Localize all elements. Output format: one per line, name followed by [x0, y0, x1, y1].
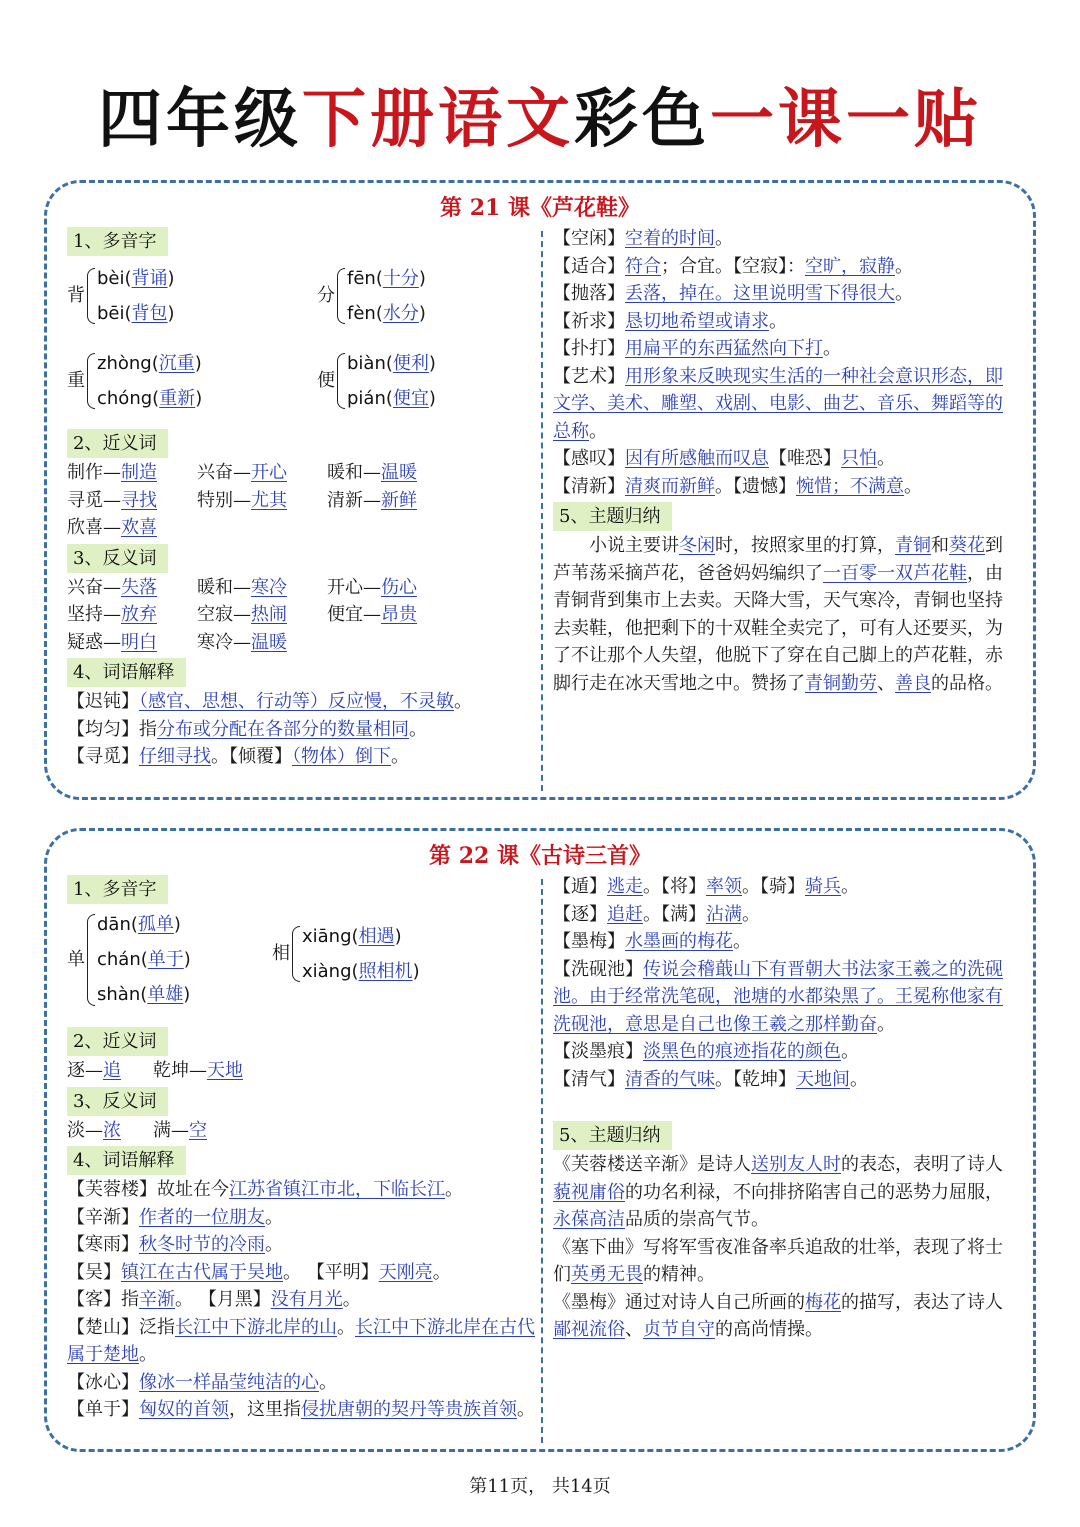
polyphone-grid: [67, 257, 535, 427]
explanation-item: 【冰心】像冰一样晶莹纯洁的心。: [67, 1371, 337, 1393]
explanation-item: 【吴】镇江在古代属于吴地。 【平明】天刚亮。: [67, 1261, 451, 1283]
explanation-item: 【客】指辛渐。 【月黑】没有月光。: [67, 1289, 361, 1310]
explanation-item: 【逐】追赶。【满】沾满。: [553, 903, 760, 925]
synonym-pair: 暖和—温暖: [327, 462, 417, 483]
theme-paragraph: 小说主要讲冬闲时，按照家里的打算，青铜和葵花到芦苇荡采摘芦花，爸爸妈妈编织了一百零一双芦花鞋，由青铜背到集市上去卖。天降大雪，天气寒冷，青铜也坚持去卖鞋，他把剩下的十双鞋全卖完了，可有人还要买，为了不让那个人失望，他脱下了穿在自己脚上的芦花鞋，赤脚行走在冰天雪地之中。赞扬了青铜勤劳、善良的品格。: [553, 535, 1003, 694]
lesson-21-title: 第 21 课《芦花鞋》: [440, 195, 640, 221]
lesson-21-right-column: [553, 225, 1019, 697]
brace: [87, 353, 95, 409]
page-number: 第11页， 共14页: [469, 1476, 611, 1497]
polyphone-grid: [67, 905, 535, 1025]
antonym-list: [67, 1117, 535, 1145]
antonym-pair: 坚持—放弃: [67, 604, 157, 625]
synonym-pair: 制作—制造: [67, 462, 157, 483]
antonym-pair: 满—空: [153, 1119, 207, 1141]
explanation-item: 【清新】清爽而新鲜。【遗憾】惋惜；不满意。: [553, 475, 922, 497]
explanation-item: 【抛落】丢落，掉在。这里说明雪下得很大。: [553, 283, 913, 304]
explanation-item: 【适合】符合；合宜。【空寂】：空旷，寂静。: [553, 255, 913, 277]
section-synonyms: 2、近义词: [67, 429, 168, 458]
explanation-list-left: [67, 1176, 535, 1424]
explanation-item: 【迟钝】（感官、思想、行动等）反应慢，不灵敏。: [67, 691, 472, 712]
explanation-item: 【寒雨】秋冬时节的冷雨。: [67, 1234, 283, 1255]
synonym-pair: 清新—新鲜: [327, 489, 417, 511]
antonym-pair: 兴奋—失落: [67, 576, 157, 598]
explanation-item: 【楚山】泛指长江中下游北岸的山。长江中下游北岸在古代属于楚地。: [67, 1316, 535, 1365]
antonym-pair: 淡—浓: [67, 1119, 121, 1141]
explanation-item: 【辛渐】作者的一位朋友。: [67, 1206, 283, 1228]
explanation-item: 【遁】逃走。【将】率领。【骑】骑兵。: [553, 876, 859, 897]
polyphone-zhong: 重 zhòng(沉重) chóng(重新): [67, 353, 203, 409]
polyphone-bei: 背 bèi(背诵) bēi(背包): [67, 268, 175, 324]
section-polyphone: 1、多音字: [67, 875, 168, 904]
polyphone-fen: 分 fēn(十分) fèn(水分): [317, 268, 426, 324]
theme-paragraph: 《芙蓉楼送辛渐》是诗人送别友人时的表态，表明了诗人藐视庸俗的功名利禄，不向排挤陷害自己的恶势力屈服，永葆高洁品质的崇高气节。 《塞下曲》写将军雪夜准备率兵追敌的壮举，表现了将士们英勇无畏的精神。 《墨梅》通过对诗人自己所画的梅花的描写，表达了诗人鄙视流俗、贞节自守的高尚情操。: [553, 1154, 1003, 1340]
explanation-item: 【淡墨痕】淡黑色的痕迹指花的颜色。: [553, 1041, 859, 1062]
polyphone-xiang: 相 xiāng(相遇) xiàng(照相机): [272, 926, 420, 982]
explanation-item: 【洗砚池】传说会稽蕺山下有晋朝大书法家王羲之的洗砚池。由于经常洗笔砚，池塘的水都染黑了。王冕称他家有洗砚池，意思是自己也像王羲之那样勤奋。: [553, 958, 1003, 1035]
explanation-item: 【艺术】用形象来反映现实生活的一种社会意识形态，即文学、美术、雕塑、戏剧、电影、曲艺、音乐、舞蹈等的总称。: [553, 365, 1003, 442]
column-divider: [541, 231, 543, 791]
section-theme: 5、主题归纳: [553, 502, 672, 531]
lesson-22-right-column: [553, 873, 1019, 1344]
synonym-pair: 欣喜—欢喜: [67, 517, 157, 538]
explanation-item: 【感叹】因有所感触而叹息【唯恐】只怕。: [553, 448, 895, 469]
antonym-list: [67, 574, 535, 657]
antonym-pair: 暖和—寒冷: [197, 576, 287, 598]
antonym-pair: 寒冷—温暖: [197, 631, 287, 653]
brace: [87, 914, 95, 1006]
brace: [87, 268, 95, 324]
lesson-22-card: [44, 828, 1036, 1452]
antonym-pair: 开心—伤心: [327, 576, 417, 598]
explanation-list-left: [67, 688, 535, 771]
explanation-item: 【清气】清香的气味。【乾坤】天地间。: [553, 1068, 868, 1090]
synonym-pair: 乾坤—天地: [153, 1060, 243, 1081]
brace: [292, 926, 300, 982]
synonym-list: [67, 459, 535, 542]
section-antonyms: 3、反义词: [67, 1087, 168, 1116]
page-title: 四年级下册语文彩色一课一贴: [98, 83, 982, 157]
explanation-list-right: [553, 873, 1019, 1093]
explanation-item: 【空闲】空着的时间。: [553, 228, 733, 249]
brace: [337, 353, 345, 409]
section-synonyms: 2、近义词: [67, 1027, 168, 1056]
explanation-item: 【墨梅】水墨画的梅花。: [553, 931, 751, 952]
brace: [337, 268, 345, 324]
polyphone-dan: 单 dān(孤单) chán(单于) shàn(单雄): [67, 914, 191, 1005]
section-word-explanation: 4、词语解释: [67, 658, 186, 687]
section-theme: 5、主题归纳: [553, 1121, 672, 1150]
explanation-item: 【祈求】恳切地希望或请求。: [553, 310, 787, 332]
column-divider: [541, 879, 543, 1443]
synonym-pair: 兴奋—开心: [197, 462, 287, 483]
explanation-item: 【寻觅】仔细寻找。【倾覆】（物体）倒下。: [67, 746, 409, 767]
explanation-item: 【扑打】用扁平的东西猛然向下打。: [553, 338, 841, 359]
section-antonyms: 3、反义词: [67, 544, 168, 573]
section-polyphone: 1、多音字: [67, 227, 168, 256]
synonym-pair: 特别—尤其: [197, 489, 287, 511]
antonym-pair: 空寂—热闹: [197, 604, 287, 625]
explanation-item: 【均匀】指分布或分配在各部分的数量相同。: [67, 718, 427, 740]
synonym-pair: 逐—追: [67, 1060, 121, 1081]
polyphone-bian: 便 biàn(便利) pián(便宜): [317, 353, 436, 409]
explanation-list-right: [553, 225, 1019, 500]
explanation-item: 【单于】匈奴的首领，这里指侵扰唐朝的契丹等贵族首领。: [67, 1399, 535, 1420]
lesson-21-card: [44, 180, 1036, 800]
synonym-list: [67, 1057, 535, 1085]
synonym-pair: 寻觅—寻找: [67, 489, 157, 511]
section-word-explanation: 4、词语解释: [67, 1146, 186, 1175]
lesson-22-title: 第 22 课《古诗三首》: [429, 843, 651, 869]
lesson-21-left-column: [67, 225, 535, 771]
antonym-pair: 疑惑—明白: [67, 631, 157, 653]
lesson-22-left-column: [67, 873, 535, 1424]
antonym-pair: 便宜—昂贵: [327, 604, 417, 625]
explanation-item: 【芙蓉楼】故址在今江苏省镇江市北，下临长江。: [67, 1179, 463, 1200]
